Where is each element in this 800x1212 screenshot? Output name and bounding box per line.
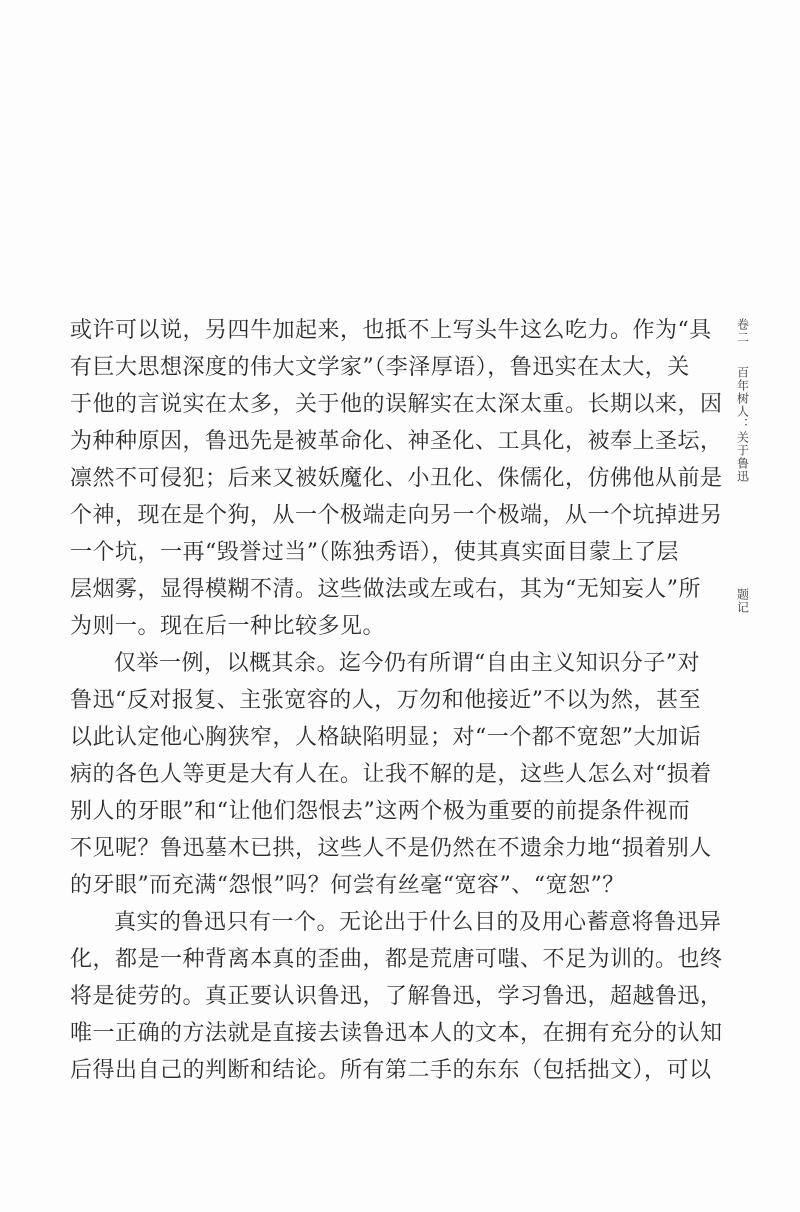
text-line: 仅举一例，以概其余。迄今仍有所谓“自由主义知识分子”对 — [114, 651, 700, 676]
text-line: 或许可以说，另四牛加起来，也抵不上写头牛这么吃力。作为“具 — [70, 318, 712, 343]
text-line: 为种种原因，鲁迅先是被革命化、神圣化、工具化，被奉上圣坛， — [70, 429, 723, 454]
text-line: 为则一。现在后一种比较多见。 — [70, 614, 386, 639]
text-line: 后得出自己的判断和结论。所有第二手的东东（包括拙文），可以 — [70, 1058, 712, 1083]
text-line: 真实的鲁迅只有一个。无论出于什么目的及用心蓄意将鲁迅异 — [114, 910, 722, 935]
text-line: 将是徒劳的。真正要认识鲁迅，了解鲁迅，学习鲁迅，超越鲁迅， — [70, 984, 723, 1009]
text-line: 唯一正确的方法就是直接去读鲁迅本人的文本，在拥有充分的认知 — [70, 1021, 723, 1046]
text-line: 于他的言说实在太多，关于他的误解实在太深太重。长期以来，因 — [70, 392, 723, 417]
text-line: 有巨大思想深度的伟大文学家”（李泽厚语），鲁迅实在太大，关 — [70, 355, 690, 380]
text-line: 凛然不可侵犯；后来又被妖魔化、小丑化、侏儒化，仿佛他从前是 — [70, 466, 723, 491]
volume-label: 卷二 — [735, 318, 750, 344]
text-line: 的牙眼”而充满“怨恨”吗？何尝有丝毫“宽容”、“宽恕”？ — [70, 873, 625, 898]
text-line: 不见呢？鲁迅墓木已拱，这些人不是仍然在不遗余力地“损着别人 — [70, 836, 712, 861]
text-line: 鲁迅“反对报复、主张宽容的人，万勿和他接近”不以为然，甚至 — [70, 688, 701, 713]
text-line: 化，都是一种背离本真的歪曲，都是荒唐可嗤、不足为训的。也终 — [70, 947, 723, 972]
running-header — [734, 318, 750, 614]
text-line: 个神，现在是个狗，从一个极端走向另一个极端，从一个坑掉进另 — [70, 503, 723, 528]
text-line: 病的各色人等更是大有人在。让我不解的是，这些人怎么对“损着 — [70, 762, 712, 787]
text-line: 一个坑，一再“毁誉过当”（陈独秀语），使其真实面目蒙上了层 — [70, 540, 679, 565]
chapter-title: 百年树人：关于鲁迅 — [735, 366, 750, 483]
section-title: 题记 — [735, 588, 750, 614]
text-line: 以此认定他心胸狭窄，人格缺陷明显；对“一个都不宽恕”大加诟 — [70, 725, 701, 750]
text-line: 别人的牙眼”和“让他们怨恨去”这两个极为重要的前提条件视而 — [70, 799, 691, 824]
body-text — [70, 312, 723, 1089]
text-line: 层烟雾，显得模糊不清。这些做法或左或右，其为“无知妄人”所 — [70, 577, 701, 602]
